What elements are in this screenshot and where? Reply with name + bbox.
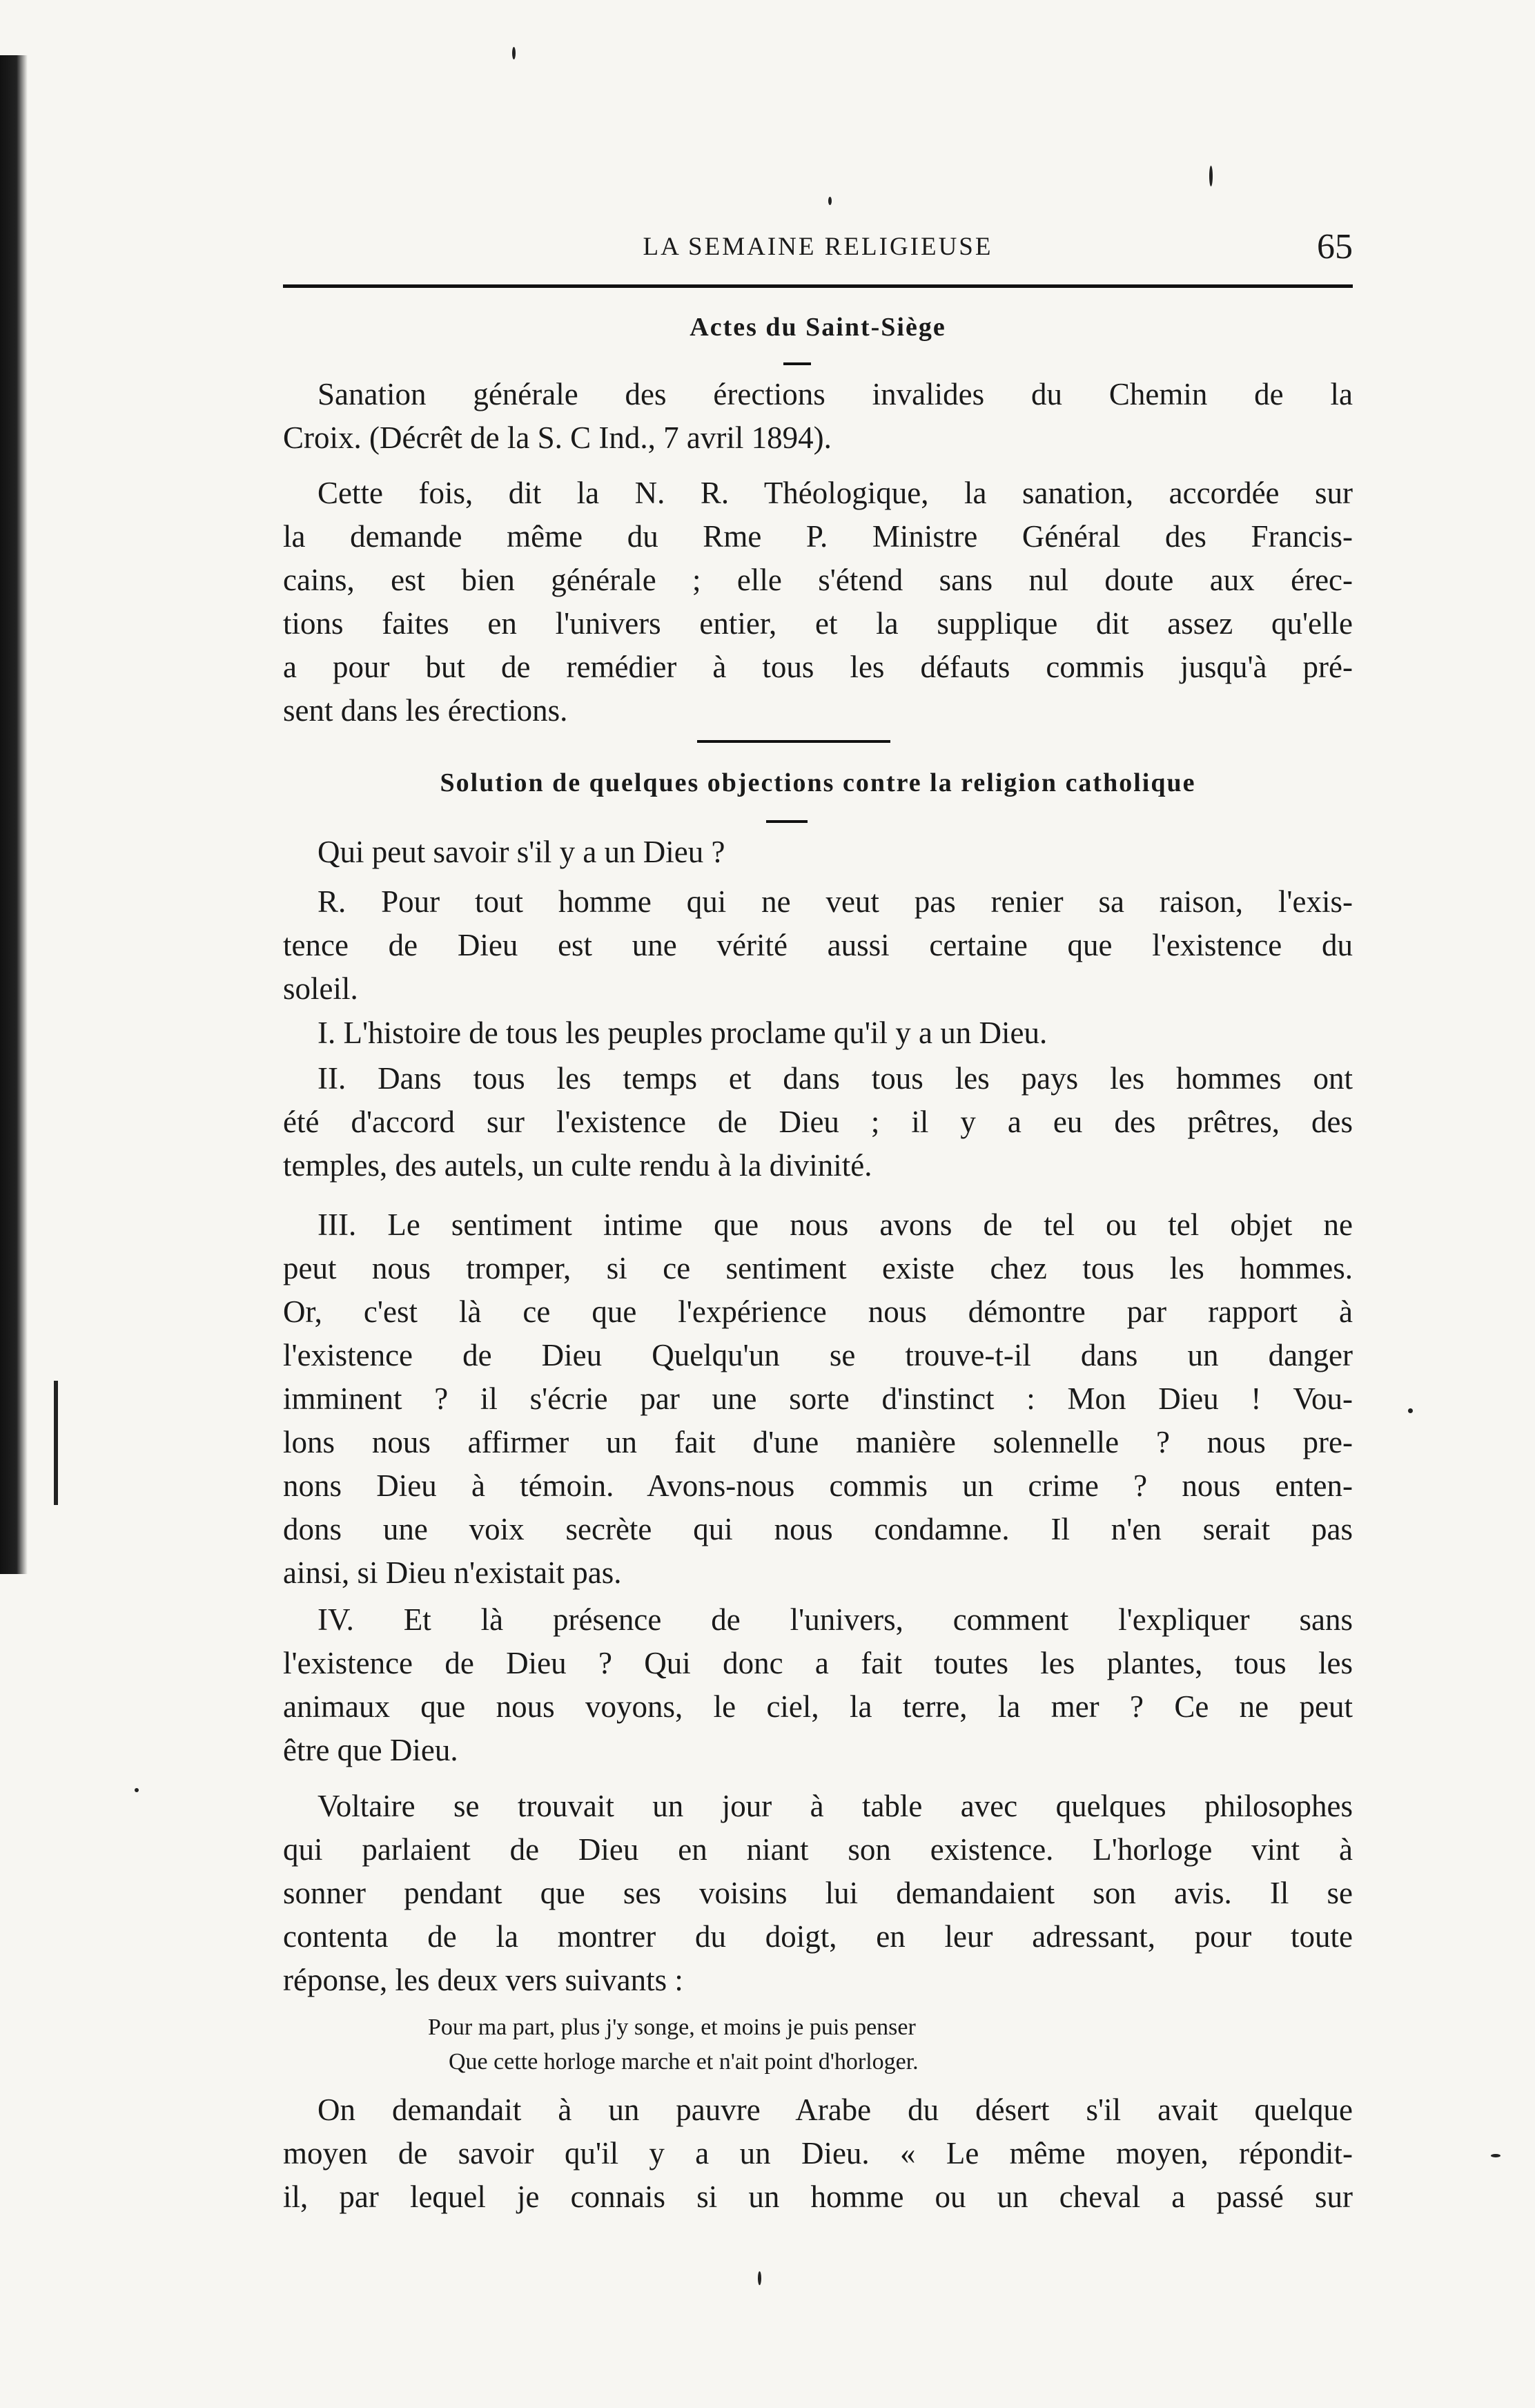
text-line: soleil. [283, 971, 358, 1006]
text-line: Cette fois, dit la N. R. Théologique, la sanation, accordée sur [317, 476, 1353, 510]
text-line: être que Dieu. [283, 1733, 458, 1767]
paragraph-theologique [283, 472, 1353, 732]
text-line: contenta de la montrer du doigt, en leur adressant, pour toute [283, 1919, 1353, 1954]
text-line: l'existence de Dieu ? Qui donc a fait toutes les plantes, tous les [283, 1646, 1353, 1680]
text-line: temples, des autels, un culte rendu à la divinité. [283, 1148, 872, 1183]
arabe-paragraph [283, 2088, 1353, 2219]
text-line: nons Dieu à témoin. Avons-nous commis un crime ? nous enten- [283, 1468, 1353, 1503]
scan-speck [828, 197, 832, 205]
text-line: lons nous affirmer un fait d'une manière solennelle ? nous pre- [283, 1425, 1353, 1459]
header-rule [283, 284, 1353, 288]
text-line: dons une voix secrète qui nous condamne. Il n'en serait pas [283, 1512, 1353, 1546]
text-line: ainsi, si Dieu n'existait pas. [283, 1555, 622, 1590]
running-header [283, 226, 1353, 268]
running-title: LA SEMAINE RELIGIEUSE [643, 233, 993, 261]
text-line: été d'accord sur l'existence de Dieu ; il y a eu des prêtres, des [283, 1105, 1353, 1139]
section-heading-objections: Solution de quelques objections contre la religion catholique [440, 768, 1196, 797]
text-line: a pour but de remédier à tous les défauts commis jusqu'à pré- [283, 650, 1353, 684]
paragraph-sanation [283, 373, 1353, 460]
page-number: 65 [1317, 227, 1353, 266]
text-line: I. L'histoire de tous les peuples proclame qu'il y a un Dieu. [317, 1016, 1048, 1050]
text-line: IV. Et là présence de l'univers, comment l'expliquer sans [317, 1602, 1353, 1637]
section-divider [697, 740, 890, 743]
question-line [283, 831, 1353, 874]
text-line: réponse, les deux vers suivants : [283, 1963, 683, 1997]
text-line: qui parlaient de Dieu en niant son existence. L'horloge vint à [283, 1832, 1353, 1867]
text-line: Qui peut savoir s'il y a un Dieu ? [317, 835, 725, 869]
point-one [283, 1011, 1353, 1055]
scan-speck [1491, 2154, 1500, 2157]
text-line: Sanation générale des érections invalides du Chemin de la [317, 377, 1353, 411]
text-line: moyen de savoir qu'il y a un Dieu. « Le même moyen, répondit- [283, 2136, 1353, 2171]
scan-speck [1408, 1408, 1413, 1413]
text-line: III. Le sentiment intime que nous avons de tel ou tel objet ne [317, 1207, 1353, 1242]
point-three [283, 1203, 1353, 1595]
section-heading-acts: Actes du Saint-Siège [690, 313, 946, 342]
scan-speck [758, 2271, 761, 2285]
text-line: peut nous tromper, si ce sentiment existe chez tous les hommes. [283, 1251, 1353, 1285]
heading-dash [783, 362, 811, 365]
verse-line: Que cette horloge marche et n'ait point d'horloger. [449, 2049, 919, 2075]
text-line: tence de Dieu est une vérité aussi certaine que l'existence du [283, 928, 1353, 962]
answer-paragraph [283, 880, 1353, 1011]
voltaire-paragraph [283, 1785, 1353, 2002]
point-two [283, 1057, 1353, 1187]
margin-mark [54, 1381, 58, 1505]
text-line: Croix. (Décrêt de la S. C Ind., 7 avril 1894). [283, 420, 832, 455]
text-line: l'existence de Dieu Quelqu'un se trouve-t-il dans un danger [283, 1338, 1353, 1372]
scan-speck [512, 47, 516, 59]
text-line: R. Pour tout homme qui ne veut pas renier sa raison, l'exis- [317, 884, 1353, 919]
point-four [283, 1598, 1353, 1772]
text-line: imminent ? il s'écrie par une sorte d'instinct : Mon Dieu ! Vou- [283, 1381, 1353, 1416]
text-line: sonner pendant que ses voisins lui demandaient son avis. Il se [283, 1876, 1353, 1910]
scan-speck [135, 1788, 139, 1792]
text-line: cains, est bien générale ; elle s'étend sans nul doute aux érec- [283, 563, 1353, 597]
text-line: il, par lequel je connais si un homme ou un cheval a passé sur [283, 2179, 1353, 2214]
text-line: sent dans les érections. [283, 693, 568, 728]
text-line: animaux que nous voyons, le ciel, la terre, la mer ? Ce ne peut [283, 1689, 1353, 1724]
text-line: la demande même du Rme P. Ministre Général des Francis- [283, 519, 1353, 554]
text-line: II. Dans tous les temps et dans tous les pays les hommes ont [317, 1061, 1353, 1096]
text-line: On demandait à un pauvre Arabe du désert s'il avait quelque [317, 2093, 1353, 2127]
text-line: tions faites en l'univers entier, et la supplique dit assez qu'elle [283, 606, 1353, 641]
verse-quote [428, 2010, 1325, 2079]
heading-dash [766, 820, 808, 823]
verse-line: Pour ma part, plus j'y songe, et moins je puis penser [428, 2014, 916, 2040]
scan-speck [1209, 166, 1213, 186]
text-line: Or, c'est là ce que l'expérience nous démontre par rapport à [283, 1294, 1353, 1329]
text-line: Voltaire se trouvait un jour à table avec quelques philosophes [317, 1789, 1353, 1823]
book-spine-shadow [0, 55, 28, 1574]
